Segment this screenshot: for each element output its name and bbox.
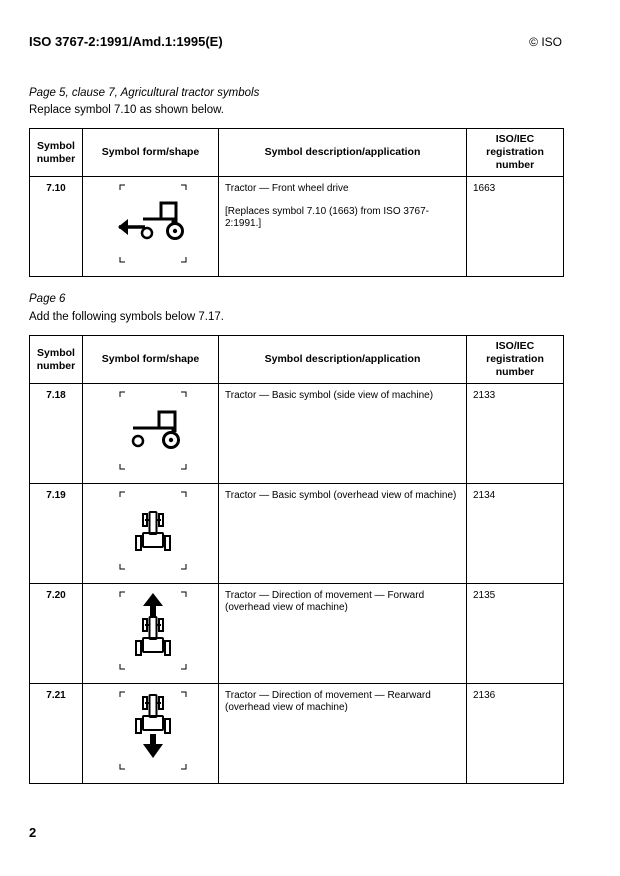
- tractor-forward-icon: [83, 584, 219, 680]
- document-id: ISO 3767-2:1991/Amd.1:1995(E): [29, 34, 223, 49]
- symbol-description: Tractor — Front wheel drive: [225, 183, 349, 194]
- symbol-number: 7.18: [30, 384, 83, 484]
- table-row: [30, 484, 564, 584]
- col-header-form: Symbol form/shape: [83, 129, 219, 177]
- col-header-form: Symbol form/shape: [83, 336, 219, 384]
- section1-reference: Page 5, clause 7, Agricultural tractor symbols: [29, 87, 260, 99]
- symbol-number: 7.20: [30, 584, 83, 684]
- symbol-description: Tractor — Basic symbol (side view of machine): [225, 390, 434, 401]
- publisher-mark: © ISO: [529, 35, 562, 49]
- col-header-registration: ISO/IEC registration number: [467, 129, 564, 177]
- symbol-table-2: [29, 335, 564, 784]
- col-header-description: Symbol description/application: [219, 336, 467, 384]
- symbol-number: 7.10: [30, 177, 83, 277]
- symbol-description-cell: [219, 177, 467, 277]
- symbol-description: Tractor — Basic symbol (overhead view of machine): [225, 490, 457, 501]
- symbol-description-cell: [219, 484, 467, 584]
- table-row: [30, 177, 564, 277]
- symbol-description-cell: [219, 384, 467, 484]
- symbol-description-cell: [219, 684, 467, 784]
- symbol-number: 7.21: [30, 684, 83, 784]
- symbol-description: Tractor — Direction of movement — Forward (overhead view of machine): [225, 590, 425, 613]
- section2-instruction: Add the following symbols below 7.17.: [29, 311, 224, 323]
- registration-number: 2136: [467, 684, 564, 784]
- table-row: [30, 584, 564, 684]
- col-header-description: Symbol description/application: [219, 129, 467, 177]
- section1-instruction: Replace symbol 7.10 as shown below.: [29, 104, 224, 116]
- tractor-front-wheel-drive-icon: [83, 177, 219, 273]
- section2-reference: Page 6: [29, 293, 66, 305]
- table-row: [30, 684, 564, 784]
- symbol-cell: [83, 177, 219, 277]
- symbol-cell: [83, 384, 219, 484]
- tractor-rearward-icon: [83, 684, 219, 780]
- registration-number: 2133: [467, 384, 564, 484]
- symbol-description-cell: [219, 584, 467, 684]
- registration-number: 2135: [467, 584, 564, 684]
- col-header-registration: ISO/IEC registration number: [467, 336, 564, 384]
- symbol-cell: [83, 584, 219, 684]
- col-header-number: Symbol number: [30, 336, 83, 384]
- page-number: 2: [29, 825, 37, 840]
- replacement-note: [Replaces symbol 7.10 (1663) from ISO 3767-2:1991.]: [225, 206, 429, 229]
- tractor-side-view-icon: [83, 384, 219, 480]
- symbol-description: Tractor — Direction of movement — Rearward (overhead view of machine): [225, 690, 431, 713]
- table-row: [30, 384, 564, 484]
- tractor-overhead-view-icon: [83, 484, 219, 580]
- col-header-number: Symbol number: [30, 129, 83, 177]
- registration-number: 2134: [467, 484, 564, 584]
- symbol-number: 7.19: [30, 484, 83, 584]
- symbol-table-1: [29, 128, 564, 277]
- registration-number: 1663: [467, 177, 564, 277]
- symbol-cell: [83, 484, 219, 584]
- symbol-cell: [83, 684, 219, 784]
